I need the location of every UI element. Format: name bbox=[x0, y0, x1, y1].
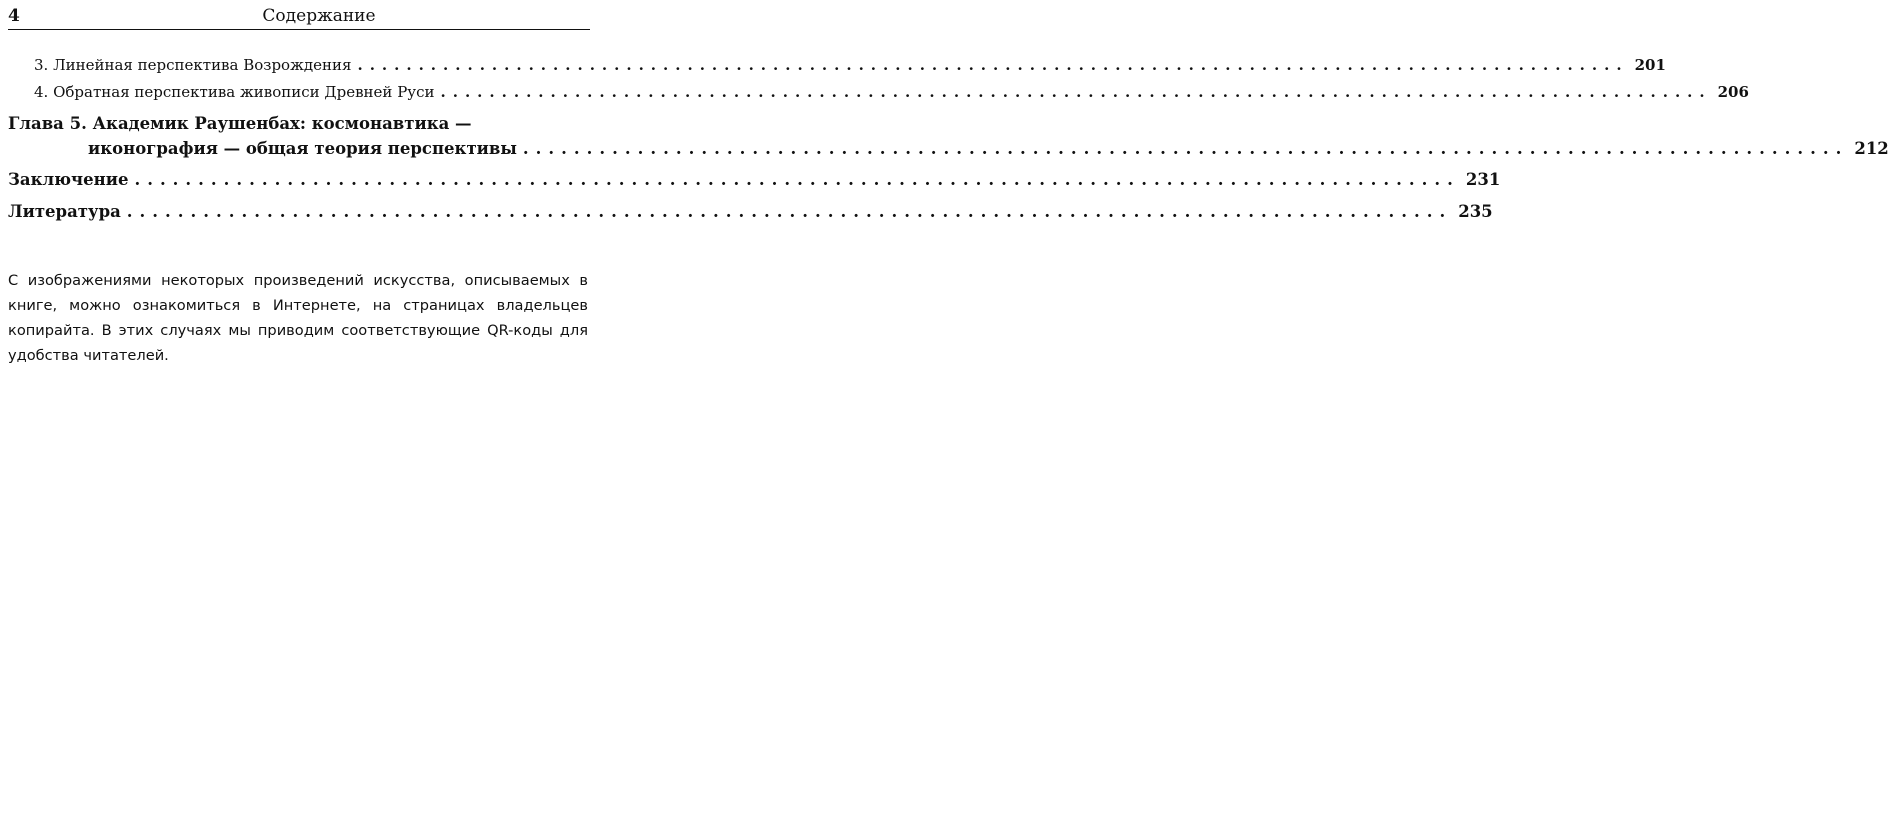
toc-item-page: 201 bbox=[1634, 56, 1666, 74]
toc-chapter-title-line1: Глава 5. Академик Раушенбах: космонавтика — bbox=[8, 114, 472, 133]
toc-literature-page: 235 bbox=[1458, 202, 1493, 221]
header-rule bbox=[8, 29, 590, 30]
toc-item bbox=[34, 83, 1749, 101]
page-header bbox=[8, 6, 590, 28]
toc-conclusion-title: Заключение bbox=[8, 170, 129, 189]
dot-leader: ........................................................................................................ bbox=[357, 56, 1629, 74]
toc-literature-title: Литература bbox=[8, 202, 121, 221]
page-number: 4 bbox=[8, 6, 20, 26]
toc-item-title: 4. Обратная перспектива живописи Древней Руси bbox=[34, 83, 435, 101]
toc-chapter bbox=[88, 139, 1889, 158]
dot-leader: ........................................................................................................ bbox=[522, 139, 1849, 158]
toc-literature bbox=[8, 202, 1493, 221]
toc-item bbox=[34, 56, 1666, 74]
qr-note-paragraph: С изображениями некоторых произведений искусства, описываемых в книге, можно ознакомиться в Интернете, на страницах владельцев копирайта. В этих случаях мы приводим соответствующие QR-коды для удобства читателей. bbox=[8, 272, 588, 364]
toc-item-page: 206 bbox=[1717, 83, 1749, 101]
running-head: Содержание bbox=[262, 6, 376, 26]
dot-leader: ........................................................................................................ bbox=[126, 202, 1453, 221]
toc-chapter-page: 212 bbox=[1854, 139, 1889, 158]
toc-conclusion-page: 231 bbox=[1465, 170, 1501, 189]
dot-leader: ........................................................................................................ bbox=[440, 83, 1712, 101]
toc-item-title: 3. Линейная перспектива Возрождения bbox=[34, 56, 352, 74]
dot-leader: ........................................................................................................ bbox=[134, 170, 1460, 189]
toc-chapter-title-line2: иконография — общая теория перспективы bbox=[88, 139, 517, 158]
toc-conclusion bbox=[8, 170, 1501, 189]
